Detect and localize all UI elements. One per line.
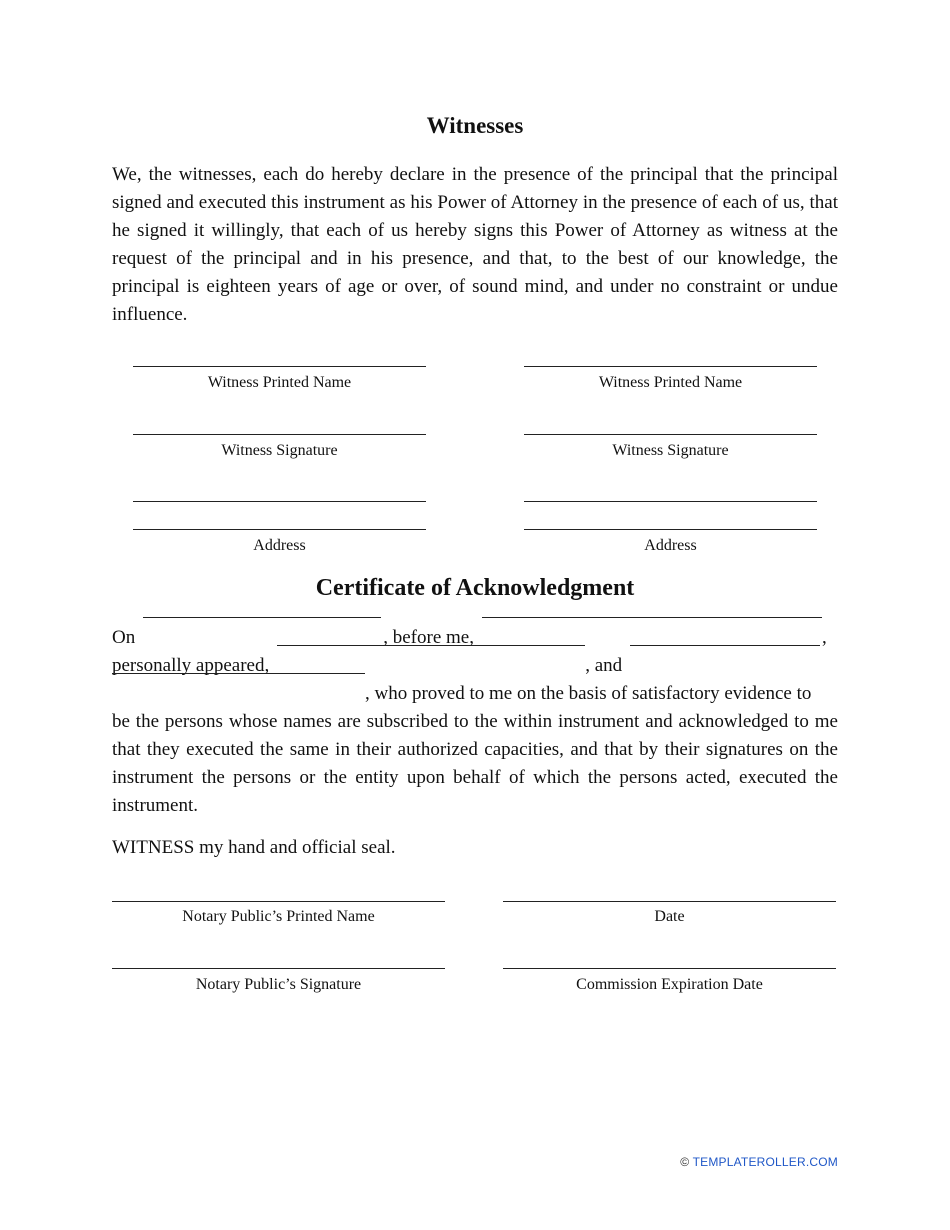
and-text: , and — [585, 655, 623, 676]
witness-2-printed-name-line[interactable] — [524, 366, 817, 367]
notary-printed-name-label: Notary Public’s Printed Name — [182, 908, 375, 925]
witnesses-title: Witnesses — [426, 113, 524, 138]
date-label: Date — [654, 908, 685, 925]
certificate-body-rest: be the persons whose names are subscribed to the within instrument and acknowledged to me that they executed the same in their authorized capacities, and that by their signatures on the instrument the persons or the entity upon behalf of which the persons acted, executed the instrument. — [112, 711, 838, 816]
witness-1-printed-name-label: Witness Printed Name — [207, 374, 352, 391]
before-me-text: , before me, — [383, 627, 474, 648]
personally-appeared-text: personally appeared, — [112, 655, 270, 676]
commission-expiration-label: Commission Expiration Date — [576, 976, 763, 993]
templateroller-link[interactable]: TEMPLATEROLLER.COM — [692, 1155, 838, 1169]
who-proved-text: , who proved to me on the basis of satisfactory evidence to — [365, 683, 812, 704]
witness-1-address-line-2[interactable] — [133, 529, 426, 530]
comma-text: , — [821, 627, 827, 648]
on-text: On — [112, 627, 136, 648]
copyright-icon: © — [680, 1155, 690, 1169]
date-line[interactable] — [503, 901, 836, 902]
witness-2-address-label: Address — [644, 537, 697, 554]
certificate-line-2 — [112, 652, 838, 680]
witness-2-address-line-1[interactable] — [524, 501, 817, 502]
witness-2-printed-name-label: Witness Printed Name — [598, 374, 743, 391]
certificate-line-3 — [112, 680, 838, 708]
notary-signature-label: Notary Public’s Signature — [195, 976, 362, 993]
certificate-body — [112, 624, 838, 820]
appeared-person-1-blank[interactable] — [277, 645, 585, 646]
footer-brand — [680, 1155, 838, 1169]
appeared-person-3-blank[interactable] — [112, 673, 365, 674]
certificate-line-1 — [112, 624, 838, 652]
commission-expiration-line[interactable] — [503, 968, 836, 969]
witness-2-address-line-2[interactable] — [524, 529, 817, 530]
witness-declaration: We, the witnesses, each do hereby declare in the presence of the principal that the principal signed and executed this instrument as his Power of Attorney in the presence of each of us, that he signed it willingly, that each of us hereby signs this Power of Attorney as witness at the request of the principal and in his presence, and that, to the best of our knowledge, the principal is eighteen years of age or over, of sound mind, and under no constraint or undue influence. — [112, 164, 838, 325]
date-blank[interactable] — [143, 617, 381, 618]
witness-seal-text: WITNESS my hand and official seal. — [112, 837, 396, 858]
witness-2-signature-line[interactable] — [524, 434, 817, 435]
certificate-title: Certificate of Acknowledgment — [315, 575, 635, 601]
notary-printed-name-line[interactable] — [112, 901, 445, 902]
witness-1-printed-name-line[interactable] — [133, 366, 426, 367]
witness-1-signature-label: Witness Signature — [221, 442, 338, 459]
witness-1-address-line-1[interactable] — [133, 501, 426, 502]
witness-1-address-label: Address — [253, 537, 306, 554]
officer-name-blank[interactable] — [482, 617, 822, 618]
appeared-person-2-blank[interactable] — [630, 645, 820, 646]
notary-signature-line[interactable] — [112, 968, 445, 969]
witness-1-signature-line[interactable] — [133, 434, 426, 435]
witness-2-signature-label: Witness Signature — [612, 442, 729, 459]
